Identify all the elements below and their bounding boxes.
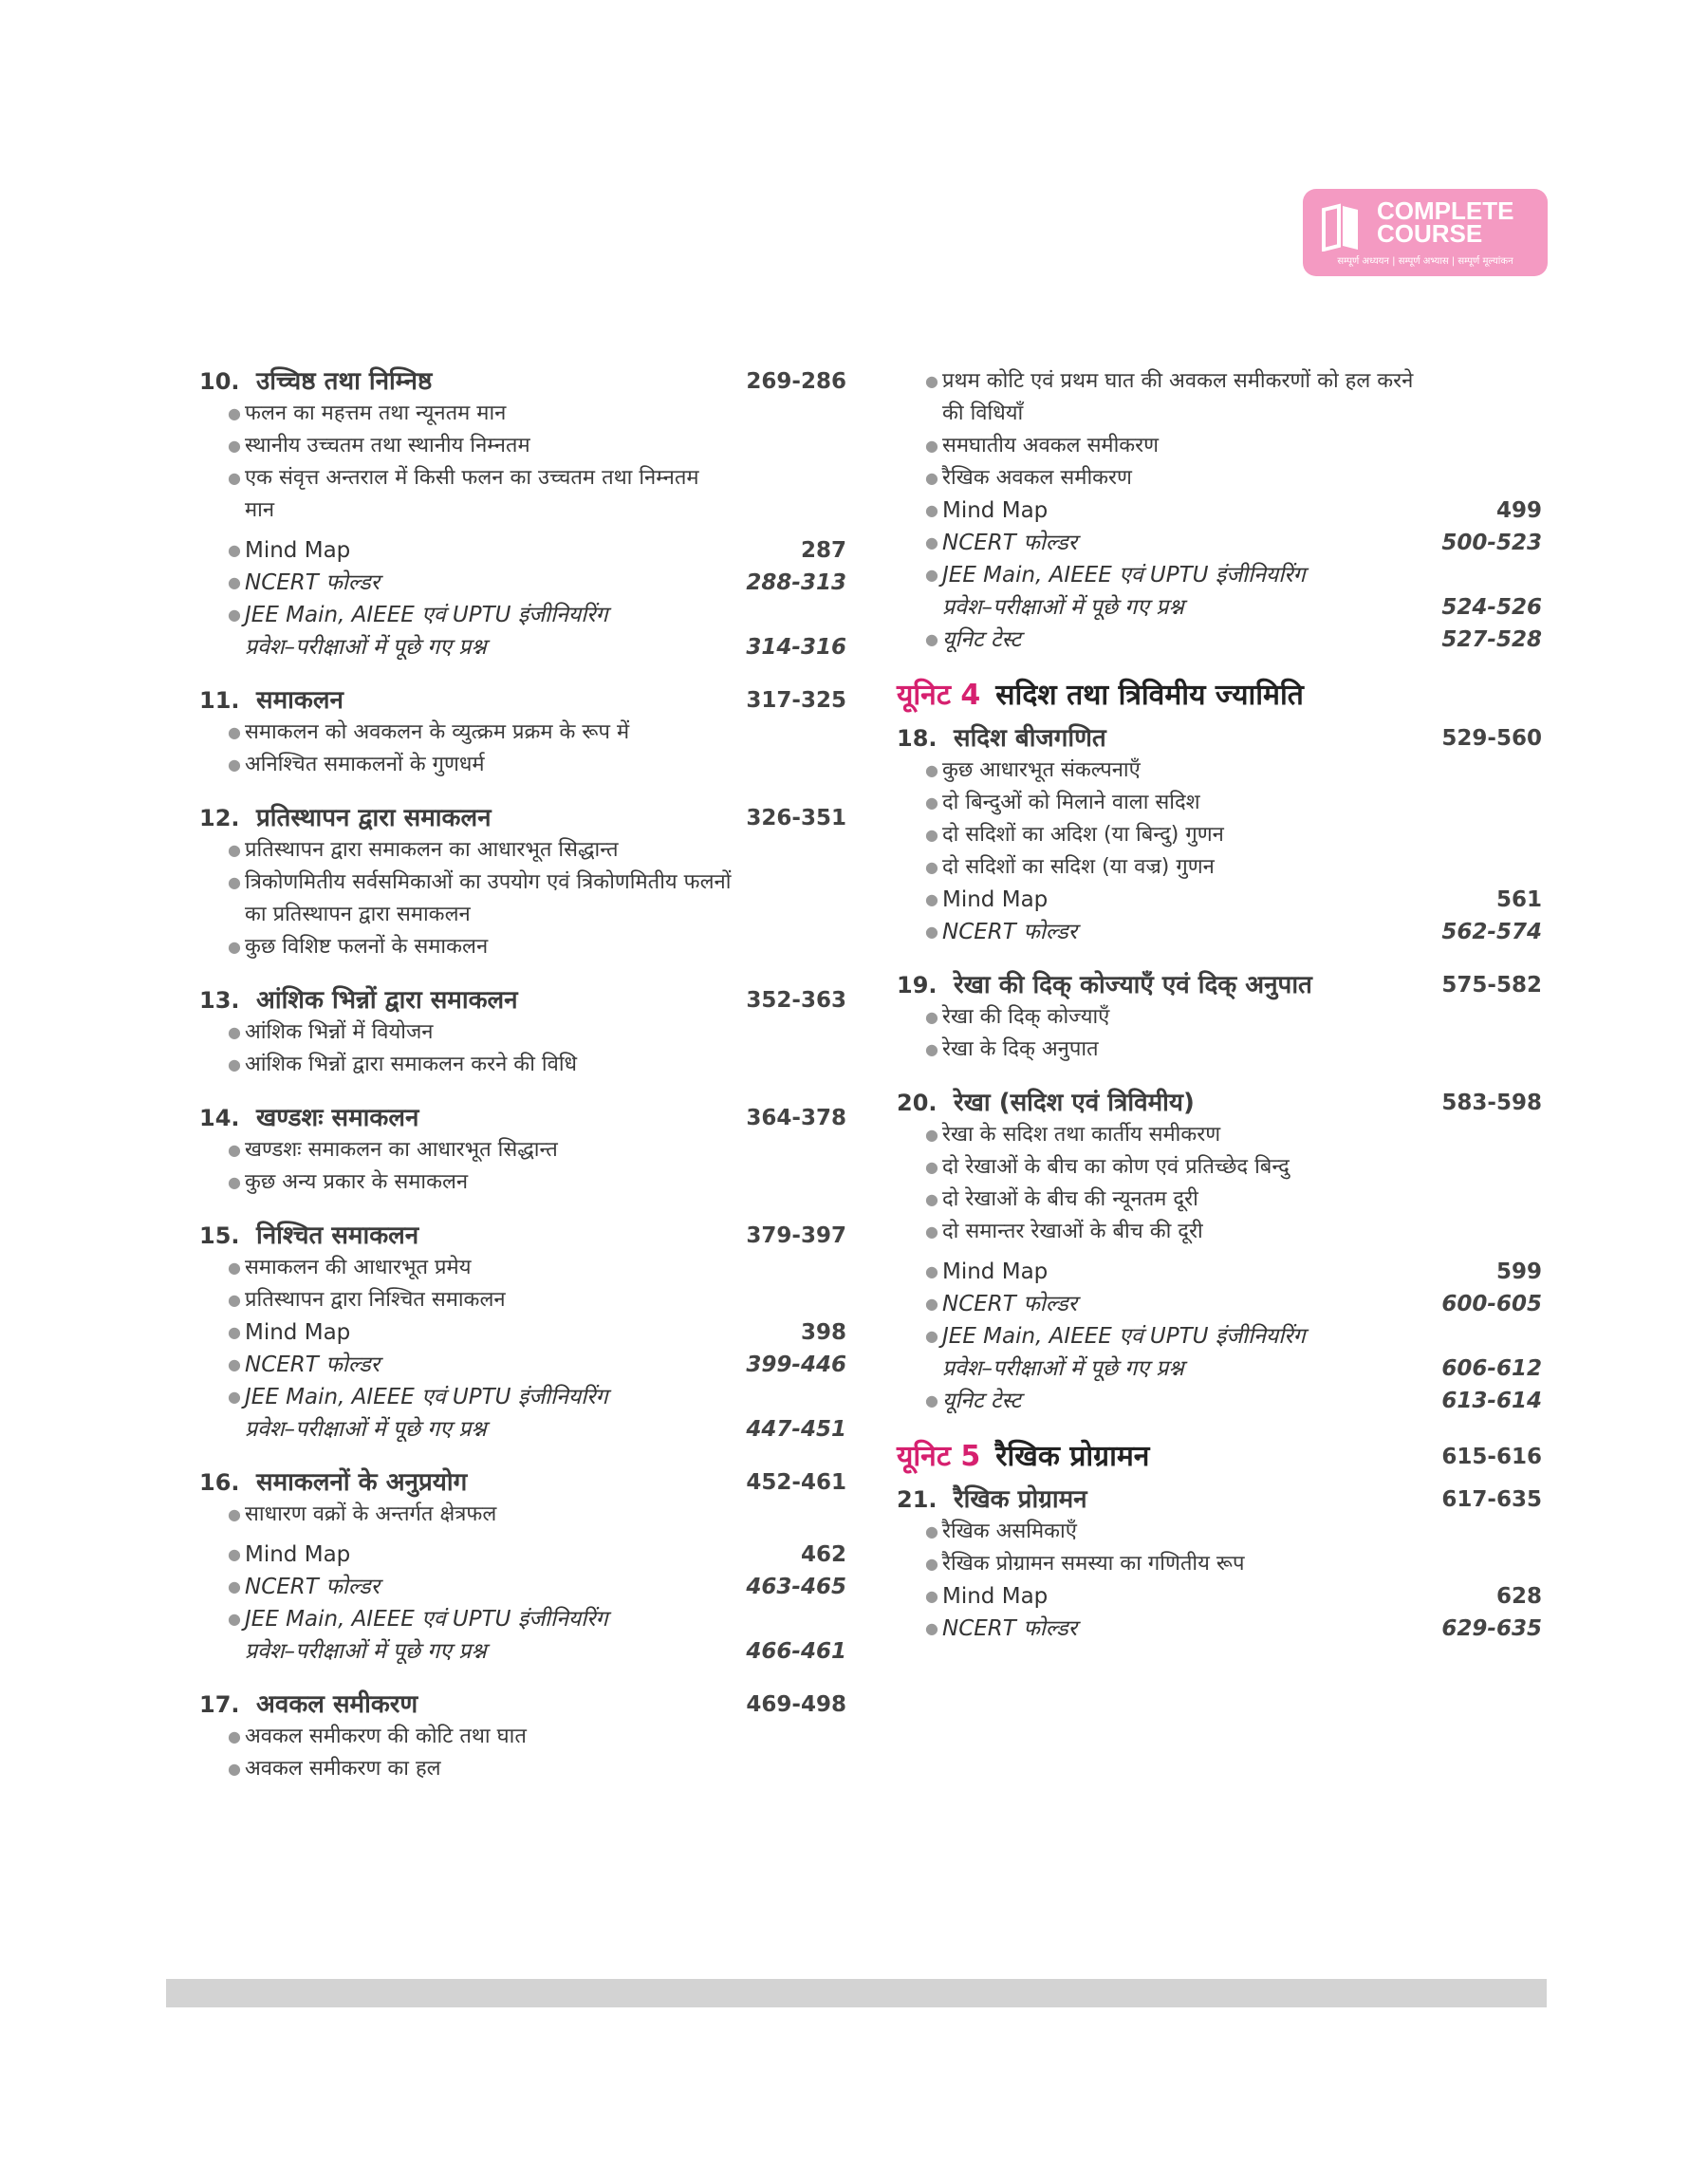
jee-questions-item[interactable]: ● JEE Main, AIEEE एवं UPTU इंजीनियरिंग प्रवेश–परीक्षाओं में पूछे गए प्रश्न 524-526	[897, 559, 1542, 624]
mind-map-item[interactable]: ● Mind Map 599	[897, 1256, 1542, 1288]
chapter-20	[897, 1087, 1542, 1417]
bullet-icon: ●	[925, 533, 938, 551]
bullet-icon: ●	[228, 841, 241, 859]
bullet-icon: ●	[925, 566, 938, 584]
list-item: ● रैखिक प्रोग्रामन समस्या का गणितीय रूप	[897, 1548, 1542, 1580]
chapter-10	[199, 365, 846, 663]
jee-questions-item[interactable]: ● JEE Main, AIEEE एवं UPTU इंजीनियरिंग प्रवेश–परीक्षाओं में पूछे गए प्रश्न 447-451	[199, 1381, 846, 1446]
chapter-title[interactable]: आंशिक भिन्नों द्वारा समाकलन	[256, 986, 518, 1015]
bullet-icon: ●	[228, 606, 241, 624]
bullet-icon: ●	[925, 761, 938, 779]
mind-map-item[interactable]: ● Mind Map 462	[199, 1539, 846, 1571]
bullet-icon: ●	[925, 469, 938, 487]
chapter-number: 16.	[199, 1469, 240, 1496]
unit-5-heading	[897, 1438, 1542, 1480]
bullet-icon: ●	[925, 1262, 938, 1280]
chapter-pages: 452-461	[746, 1470, 846, 1495]
bullet-icon: ●	[925, 858, 938, 876]
ncert-folder-item[interactable]: ● NCERT फोल्डर 600-605	[897, 1288, 1542, 1320]
chapter-pages: 379-397	[746, 1223, 846, 1248]
bullet-icon: ●	[925, 826, 938, 844]
chapter-pages: 617-635	[1441, 1487, 1542, 1512]
list-item: ● अनिश्चित समाकलनों के गुणधर्म	[199, 749, 846, 781]
bullet-icon: ●	[925, 1158, 938, 1176]
list-item: ● रेखा की दिक् कोज्याएँ	[897, 1001, 1542, 1034]
bullet-icon: ●	[228, 1323, 241, 1341]
list-item: ● कुछ आधारभूत संकल्पनाएँ	[897, 755, 1542, 787]
toc-left-column	[199, 365, 846, 1785]
chapter-title[interactable]: समाकलन	[256, 686, 343, 715]
ncert-folder-item[interactable]: ● NCERT फोल्डर 500-523	[897, 527, 1542, 559]
chapter-pages: 317-325	[746, 688, 846, 713]
list-item: ● समघातीय अवकल समीकरण	[897, 430, 1542, 462]
chapter-title[interactable]: रैखिक प्रोग्रामन	[954, 1485, 1087, 1514]
chapter-title[interactable]: रेखा की दिक् कोज्याएँ एवं दिक् अनुपात	[954, 971, 1312, 999]
bullet-icon: ●	[228, 437, 241, 455]
list-item: ● दो बिन्दुओं को मिलाने वाला सदिश	[897, 787, 1542, 819]
open-book-icon	[1320, 202, 1362, 252]
complete-course-logo	[1303, 189, 1548, 276]
chapter-number: 14.	[199, 1105, 240, 1131]
list-item: ● प्रतिस्थापन द्वारा समाकलन का आधारभूत सिद्धान्त	[199, 834, 846, 867]
chapter-number: 18.	[897, 725, 938, 752]
bullet-icon: ●	[925, 501, 938, 519]
list-item: ● आंशिक भिन्नों में वियोजन	[199, 1017, 846, 1049]
chapter-19	[897, 969, 1542, 1066]
unit-label: यूनिट 4	[897, 679, 981, 712]
footer-bar	[166, 1979, 1547, 2007]
chapter-title[interactable]: रेखा (सदिश एवं त्रिविमीय)	[954, 1089, 1195, 1117]
list-item: ● समाकलन की आधारभूत प्रमेय	[199, 1252, 846, 1284]
bullet-icon: ●	[228, 1610, 241, 1628]
bullet-icon: ●	[925, 793, 938, 812]
bullet-icon: ●	[228, 1760, 241, 1778]
list-item: ● त्रिकोणमितीय सर्वसमिकाओं का उपयोग एवं त्रिकोणमितीय फलनों का प्रतिस्थापन द्वारा समाकलन	[199, 867, 846, 931]
chapter-pages: 529-560	[1441, 726, 1542, 751]
unit-pages: 615-616	[1441, 1445, 1542, 1469]
bullet-icon: ●	[925, 437, 938, 455]
chapter-16	[199, 1466, 846, 1668]
chapter-title[interactable]: सदिश बीजगणित	[954, 724, 1106, 753]
list-item: ● कुछ अन्य प्रकार के समाकलन	[199, 1166, 846, 1199]
mind-map-item[interactable]: ● Mind Map 628	[897, 1580, 1542, 1613]
list-item: ● रैखिक असमिकाएँ	[897, 1516, 1542, 1548]
bullet-icon: ●	[228, 541, 241, 559]
bullet-icon: ●	[925, 1008, 938, 1026]
chapter-title[interactable]: समाकलनों के अनुप्रयोग	[256, 1468, 468, 1497]
chapter-number: 20.	[897, 1090, 938, 1116]
bullet-icon: ●	[925, 1295, 938, 1313]
chapter-number: 17.	[199, 1691, 240, 1718]
bullet-icon: ●	[228, 1577, 241, 1595]
chapter-number: 12.	[199, 805, 240, 831]
list-item: ● रैखिक अवकल समीकरण	[897, 462, 1542, 494]
chapter-15	[199, 1220, 846, 1446]
ncert-folder-item[interactable]: ● NCERT फोल्डर 399-446	[199, 1349, 846, 1381]
bullet-icon: ●	[228, 573, 241, 591]
list-item: ● दो समान्तर रेखाओं के बीच की दूरी	[897, 1216, 1542, 1248]
bullet-icon: ●	[925, 1555, 938, 1573]
chapter-title[interactable]: प्रतिस्थापन द्वारा समाकलन	[256, 804, 492, 832]
chapter-title[interactable]: उच्चिष्ठ तथा निम्निष्ठ	[256, 367, 433, 396]
ncert-folder-item[interactable]: ● NCERT फोल्डर 288-313	[199, 567, 846, 599]
unit-title[interactable]: सदिश तथा त्रिविमीय ज्यामिति	[995, 679, 1304, 712]
chapter-14	[199, 1102, 846, 1199]
bullet-icon: ●	[925, 1190, 938, 1208]
bullet-icon: ●	[925, 1126, 938, 1144]
chapter-pages: 364-378	[746, 1106, 846, 1130]
jee-questions-item[interactable]: ● JEE Main, AIEEE एवं UPTU इंजीनियरिंग प्रवेश–परीक्षाओं में पूछे गए प्रश्न 466-461	[199, 1603, 846, 1668]
chapter-number: 11.	[199, 687, 240, 714]
chapter-pages: 269-286	[746, 369, 846, 394]
bullet-icon: ●	[228, 1055, 241, 1073]
chapter-number: 21.	[897, 1486, 938, 1513]
list-item: ● खण्डशः समाकलन का आधारभूत सिद्धान्त	[199, 1134, 846, 1166]
chapter-21	[897, 1483, 1542, 1645]
list-item: ● कुछ विशिष्ट फलनों के समाकलन	[199, 931, 846, 963]
list-item: ● दो रेखाओं के बीच की न्यूनतम दूरी	[897, 1184, 1542, 1216]
bullet-icon: ●	[228, 756, 241, 774]
bullet-icon: ●	[925, 1222, 938, 1241]
bullet-icon: ●	[228, 1355, 241, 1373]
chapter-pages: 583-598	[1441, 1091, 1542, 1115]
bullet-icon: ●	[228, 1291, 241, 1309]
bullet-icon: ●	[228, 1259, 241, 1277]
bullet-icon: ●	[228, 404, 241, 422]
bullet-icon: ●	[228, 469, 241, 487]
ncert-folder-item[interactable]: ● NCERT फोल्डर 463-465	[199, 1571, 846, 1603]
list-item: ● दो सदिशों का अदिश (या बिन्दु) गुणन	[897, 819, 1542, 851]
bullet-icon: ●	[228, 723, 241, 741]
bullet-icon: ●	[925, 372, 938, 390]
chapter-13	[199, 984, 846, 1081]
list-item: ● समाकलन को अवकलन के व्युत्क्रम प्रक्रम के रूप में	[199, 717, 846, 749]
bullet-icon: ●	[228, 1023, 241, 1041]
list-item: ● एक संवृत्त अन्तराल में किसी फलन का उच्चतम तथा निम्नतम मान	[199, 462, 846, 527]
bullet-icon: ●	[925, 1619, 938, 1637]
bullet-icon: ●	[925, 1040, 938, 1058]
bullet-icon: ●	[228, 1141, 241, 1159]
chapter-12	[199, 802, 846, 963]
unit-label: यूनिट 5	[897, 1440, 981, 1473]
list-item: ● स्थानीय उच्चतम तथा स्थानीय निम्नतम	[199, 430, 846, 462]
list-item: ● आंशिक भिन्नों द्वारा समाकलन करने की विधि	[199, 1049, 846, 1081]
chapter-17-continued	[897, 365, 1542, 656]
chapter-title[interactable]: निश्चित समाकलन	[256, 1222, 419, 1250]
list-item: ● प्रतिस्थापन द्वारा निश्चित समाकलन	[199, 1284, 846, 1316]
chapter-title[interactable]: खण्डशः समाकलन	[256, 1104, 419, 1132]
bullet-icon: ●	[228, 1388, 241, 1406]
bullet-icon: ●	[925, 1587, 938, 1605]
chapter-11	[199, 684, 846, 781]
list-item: ● साधारण वक्रों के अन्तर्गत क्षेत्रफल	[199, 1499, 846, 1531]
list-item: ● रेखा के सदिश तथा कार्तीय समीकरण	[897, 1119, 1542, 1151]
list-item: ● दो रेखाओं के बीच का कोण एवं प्रतिच्छेद बिन्दु	[897, 1151, 1542, 1184]
bullet-icon: ●	[925, 1327, 938, 1345]
mind-map-item[interactable]: ● Mind Map 499	[897, 494, 1542, 527]
mind-map-item[interactable]: ● Mind Map 398	[199, 1316, 846, 1349]
list-item: ● अवकल समीकरण का हल	[199, 1753, 846, 1785]
list-item: ● अवकल समीकरण की कोटि तथा घात	[199, 1721, 846, 1753]
chapter-17	[199, 1689, 846, 1785]
list-item: ● दो सदिशों का सदिश (या वज्र) गुणन	[897, 851, 1542, 884]
chapter-number: 15.	[199, 1222, 240, 1249]
bullet-icon: ●	[228, 1727, 241, 1745]
list-item: ● रेखा के दिक् अनुपात	[897, 1034, 1542, 1066]
bullet-icon: ●	[228, 873, 241, 891]
chapter-pages: 469-498	[746, 1692, 846, 1717]
chapter-pages: 352-363	[746, 988, 846, 1013]
mind-map-item[interactable]: ● Mind Map 561	[897, 884, 1542, 916]
chapter-pages: 326-351	[746, 806, 846, 830]
bullet-icon: ●	[925, 1522, 938, 1540]
jee-questions-item[interactable]: ● JEE Main, AIEEE एवं UPTU इंजीनियरिंग प्रवेश–परीक्षाओं में पूछे गए प्रश्न 606-612	[897, 1320, 1542, 1385]
bullet-icon: ●	[228, 1173, 241, 1191]
bullet-icon: ●	[228, 1545, 241, 1563]
bullet-icon: ●	[228, 1505, 241, 1523]
unit-title[interactable]: रैखिक प्रोग्रामन	[995, 1440, 1150, 1473]
chapter-title[interactable]: अवकल समीकरण	[256, 1690, 418, 1719]
bullet-icon: ●	[925, 1391, 938, 1409]
toc-right-column	[897, 365, 1542, 1645]
bullet-icon: ●	[925, 890, 938, 908]
bullet-icon: ●	[228, 938, 241, 956]
unit-test-item[interactable]: ● यूनिट टेस्ट 527-528	[897, 624, 1542, 656]
list-item: ● प्रथम कोटि एवं प्रथम घात की अवकल समीकरणों को हल करने की विधियाँ	[897, 365, 1542, 430]
logo-line2: COURSE	[1377, 219, 1483, 248]
bullet-icon: ●	[925, 630, 938, 648]
ncert-folder-item[interactable]: ● NCERT फोल्डर 562-574	[897, 916, 1542, 948]
list-item: ● फलन का महत्तम तथा न्यूनतम मान	[199, 398, 846, 430]
chapter-number: 19.	[897, 972, 938, 998]
jee-questions-item[interactable]: ● JEE Main, AIEEE एवं UPTU इंजीनियरिंग प्रवेश–परीक्षाओं में पूछे गए प्रश्न 314-316	[199, 599, 846, 663]
ncert-folder-item[interactable]: ● NCERT फोल्डर 629-635	[897, 1613, 1542, 1645]
bullet-icon: ●	[925, 923, 938, 941]
chapter-18	[897, 722, 1542, 948]
unit-4-heading	[897, 677, 1542, 718]
mind-map-item[interactable]: ● Mind Map 287	[199, 534, 846, 567]
unit-test-item[interactable]: ● यूनिट टेस्ट 613-614	[897, 1385, 1542, 1417]
logo-line1: COMPLETE	[1377, 196, 1514, 225]
logo-tagline: सम्पूर्ण अध्ययन | सम्पूर्ण अभ्यास | सम्पूर्ण मूल्यांकन	[1337, 256, 1513, 267]
chapter-number: 13.	[199, 987, 240, 1014]
chapter-number: 10.	[199, 368, 240, 395]
chapter-pages: 575-582	[1441, 973, 1542, 998]
